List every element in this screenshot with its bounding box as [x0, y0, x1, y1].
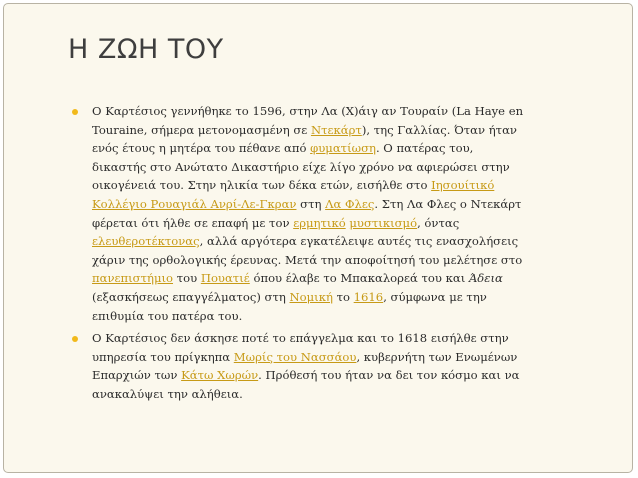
- wiki-link[interactable]: Κολλέγιο Ρουαγιάλ Ανρί-Λε-Γκραν: [92, 196, 297, 211]
- bullet-paragraph: [72, 102, 596, 325]
- text-segment: Ο Καρτέσιος γεννήθηκε το 1596, στην Λα (Χ)άιγ αν Τουραίν (La Haye en: [92, 104, 524, 118]
- wiki-link[interactable]: φυματίωση: [310, 141, 376, 156]
- text-line: [92, 139, 596, 158]
- text-line: [92, 329, 596, 348]
- wiki-link[interactable]: Λα Φλες: [325, 196, 375, 211]
- wiki-link[interactable]: Ντεκάρτ: [310, 122, 362, 137]
- text-segment: . Στη Λα Φλες ο Ντεκάρτ: [374, 196, 522, 211]
- text-segment: χάριν της ορθολογικής έρευνας. Μετά την αποφοίτησή του μελέτησε στο: [92, 252, 523, 267]
- text-line: [92, 269, 596, 288]
- text-line: [92, 288, 596, 307]
- wiki-link[interactable]: Νομική: [289, 289, 333, 304]
- slide-title: Η ΖΩΗ ΤΟΥ: [68, 34, 224, 65]
- text-line: [92, 214, 596, 233]
- text-line: [92, 158, 596, 177]
- text-line: [92, 348, 596, 367]
- bullet-icon: [72, 336, 78, 342]
- wiki-link[interactable]: Πουατιέ: [200, 271, 250, 286]
- wiki-link[interactable]: Κάτω Χωρών: [181, 368, 259, 383]
- text-segment: , κυβερνήτη των Ενωμένων: [356, 349, 518, 364]
- text-segment: του: [173, 271, 201, 286]
- wiki-link[interactable]: πανεπιστήμιο: [92, 271, 174, 286]
- text-segment: , όντας: [417, 215, 460, 230]
- wiki-link[interactable]: ελευθεροτέκτονας: [92, 234, 200, 249]
- text-line: [92, 366, 596, 385]
- text-line: [92, 251, 596, 270]
- text-segment: ανακαλύψει την αλήθεια.: [92, 386, 243, 401]
- wiki-link[interactable]: μυστικισμό: [349, 215, 418, 230]
- text-segment: δικαστής στο Ανώτατο Δικαστήριο είχε λίγο χρόνο να αφιερώσει στην: [92, 159, 510, 174]
- text-segment: στη: [296, 196, 326, 211]
- bullet-icon: [72, 109, 78, 115]
- text-line: [92, 385, 596, 404]
- text-segment: Touraine, σήμερα μετονομασμένη σε: [92, 122, 311, 137]
- text-segment: . Ο πατέρας του,: [375, 141, 474, 156]
- text-segment: ), της Γαλλίας. Όταν ήταν: [361, 122, 517, 137]
- text-segment: υπηρεσία του πρίγκηπα: [92, 349, 234, 364]
- text-segment: , σύμφωνα με την: [383, 289, 487, 304]
- text-line: [92, 307, 596, 326]
- text-segment: . Πρόθεσή του ήταν να δει τον κόσμο και να: [258, 368, 520, 383]
- text-segment: φέρεται ότι ήλθε σε επαφή με τον: [92, 215, 294, 230]
- text-segment: , αλλά αργότερα εγκατέλειψε αυτές τις ενασχολήσεις: [199, 234, 519, 249]
- text-segment: το: [332, 289, 354, 304]
- text-line: [92, 195, 596, 214]
- text-line: [92, 102, 596, 121]
- text-segment: οικογένειά του. Στην ηλικία των δέκα ετών, εισήλθε στο: [92, 178, 432, 193]
- text-segment: Ο Καρτέσιος δεν άσκησε ποτέ το επάγγελμα και το 1618 εισήλθε στην: [92, 331, 509, 346]
- italic-text: Άδεια: [468, 271, 503, 286]
- text-line: [92, 176, 596, 195]
- wiki-link[interactable]: Μωρίς του Νασσάου: [233, 349, 357, 364]
- slide: [3, 3, 633, 473]
- text-segment: Επαρχιών των: [92, 368, 182, 383]
- bullet-paragraph: [72, 329, 596, 403]
- wiki-link[interactable]: Ιησουίτικό: [431, 178, 495, 193]
- text-segment: (εξασκήσεως επαγγέλματος) στη: [92, 289, 290, 304]
- text-segment: όπου έλαβε το Μπακαλορεά του και: [249, 271, 469, 286]
- text-line: [92, 121, 596, 140]
- text-segment: ενός έτους η μητέρα του πέθανε από: [92, 141, 311, 156]
- text-line: [92, 232, 596, 251]
- text-segment: επιθυμία του πατέρα του.: [92, 308, 243, 323]
- wiki-link[interactable]: ερμητικό: [293, 215, 346, 230]
- wiki-link[interactable]: 1616: [353, 289, 384, 304]
- slide-body: [72, 102, 596, 408]
